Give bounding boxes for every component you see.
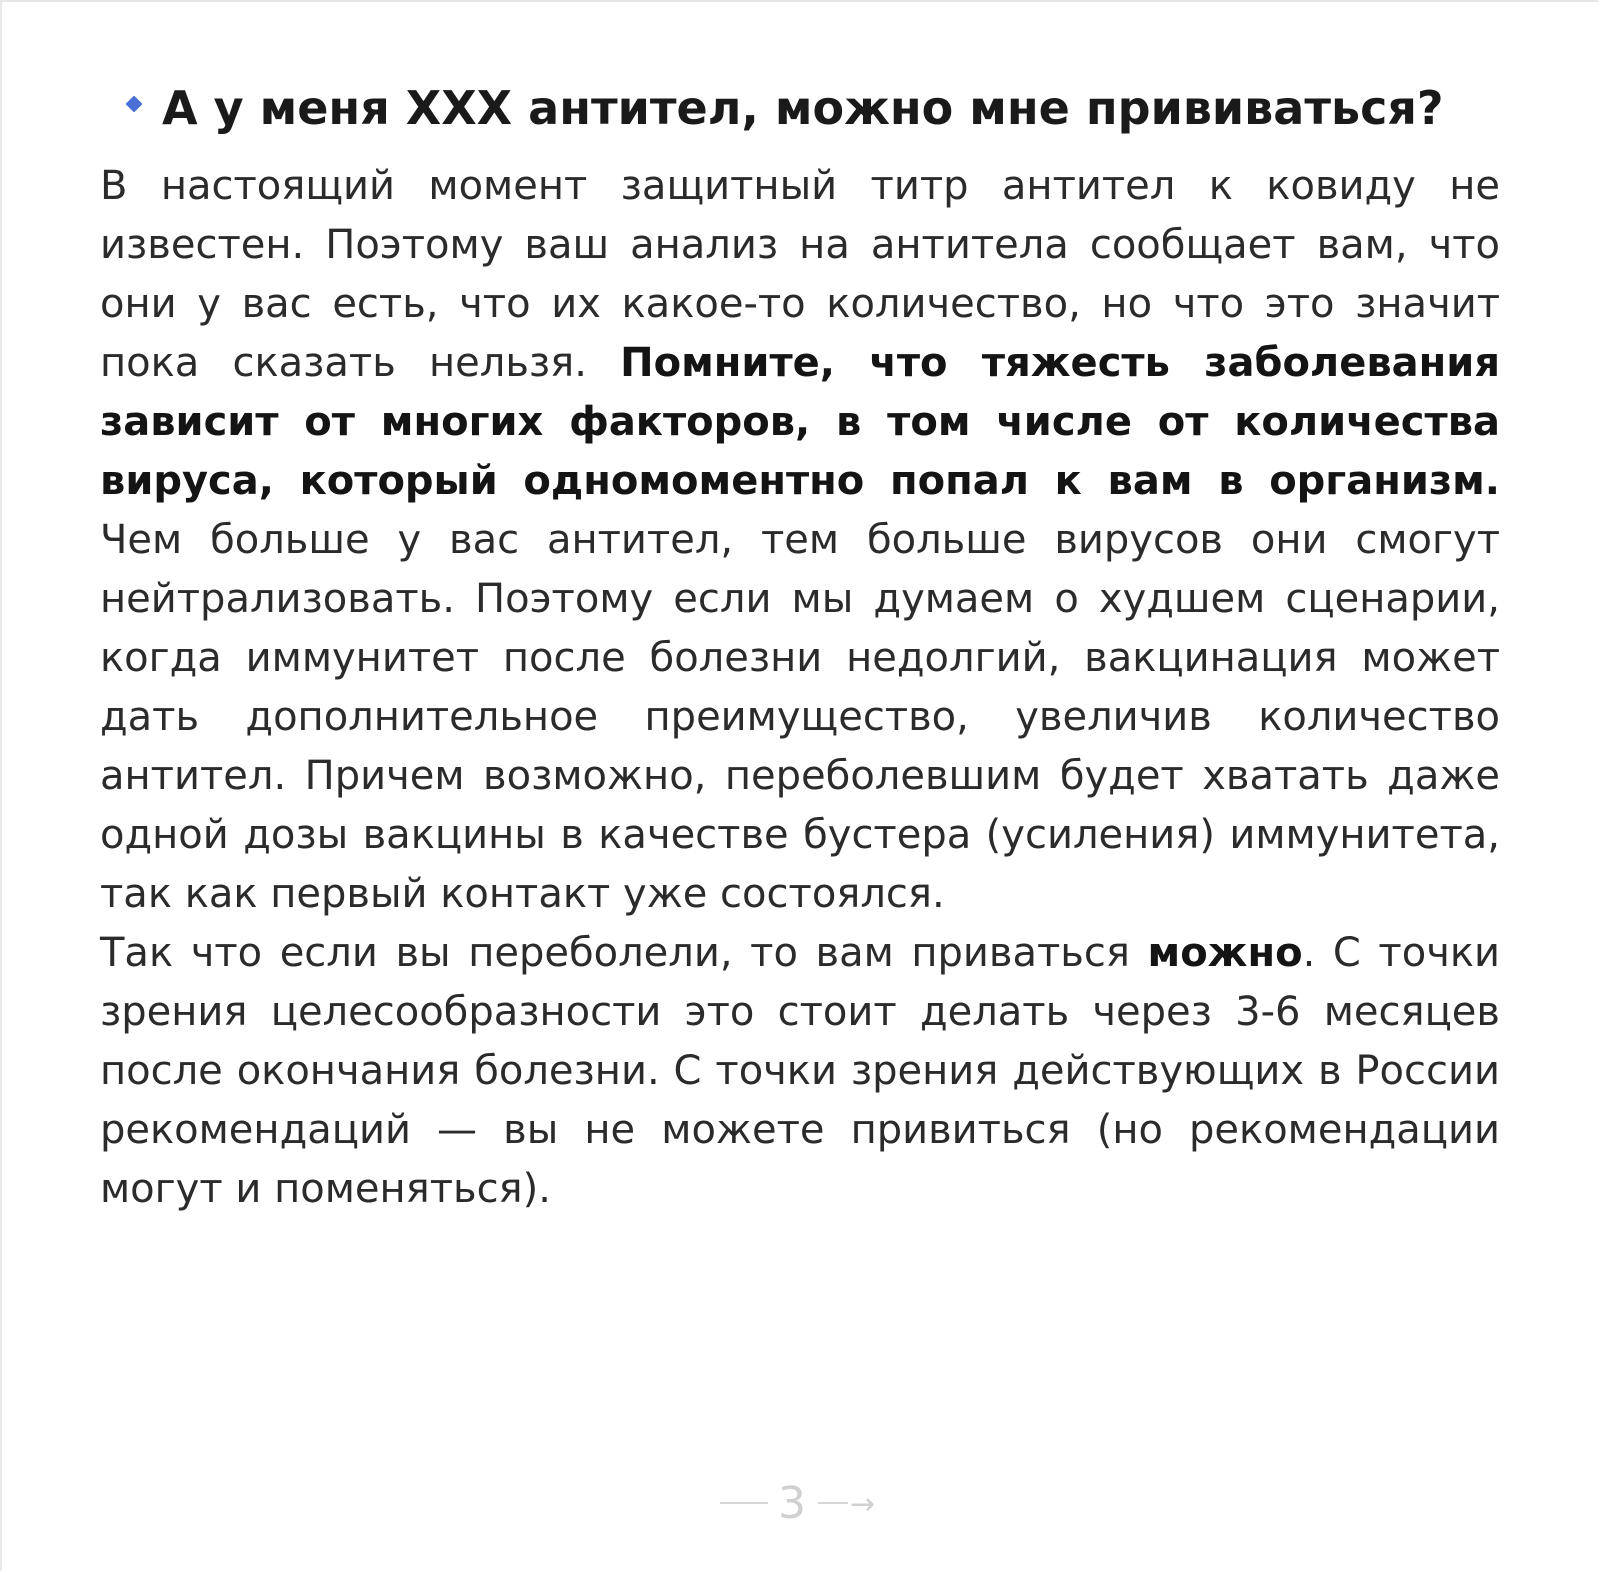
paragraph-1-text-b: Чем больше у вас антител, тем больше вирусов они смогут нейтрализовать. Поэтому если мы думаем о худшем сценарии, когда иммунитет после болезни недолгий, вакцинация может дать дополнительное преимущество, увеличив количество антител. Причем возможно, переболевшим будет хватать даже одной дозы вакцины в качестве бустера (усиления) иммунитета, так как первый контакт уже состоялся. [100,517,1500,917]
paragraph-2-bold-word: можно [1147,930,1303,976]
diamond-bullet-icon [126,96,143,113]
pager-right-dash [818,1502,848,1504]
question-heading [100,75,1500,141]
answer-paragraph-2 [100,924,1500,1219]
paragraph-2-text-a: Так что если вы переболели, то вам приваться [100,930,1148,976]
heading-text: А у меня ХХХ антител, можно мне прививаться? [162,81,1444,135]
page-indicator [710,1478,877,1529]
paragraph-2-text-b: . С точки зрения целесообразности это стоит делать через 3-6 месяцев после окончания болезни. С точки зрения действующих в России рекомендаций — вы не можете привиться (но рекомендации могут и поменяться). [100,930,1500,1212]
pager-left-dash [720,1502,768,1504]
page-number: 3 [778,1478,808,1529]
paragraph-1-bold-statement: Помните, что тяжесть заболевания зависит от многих факторов, в том числе от количества вируса, который одномоментно попал к вам в организм. [100,340,1500,504]
next-arrow-icon: → [850,1487,878,1522]
answer-paragraph-1 [100,157,1500,924]
paragraph-1-text-a: В настоящий момент защитный титр антител к ковиду не известен. Поэтому ваш анализ на антитела сообщает вам, что они у вас есть, что их какое-то количество, но что это значит пока сказать нельзя. [100,163,1500,386]
article-content [100,75,1500,1219]
